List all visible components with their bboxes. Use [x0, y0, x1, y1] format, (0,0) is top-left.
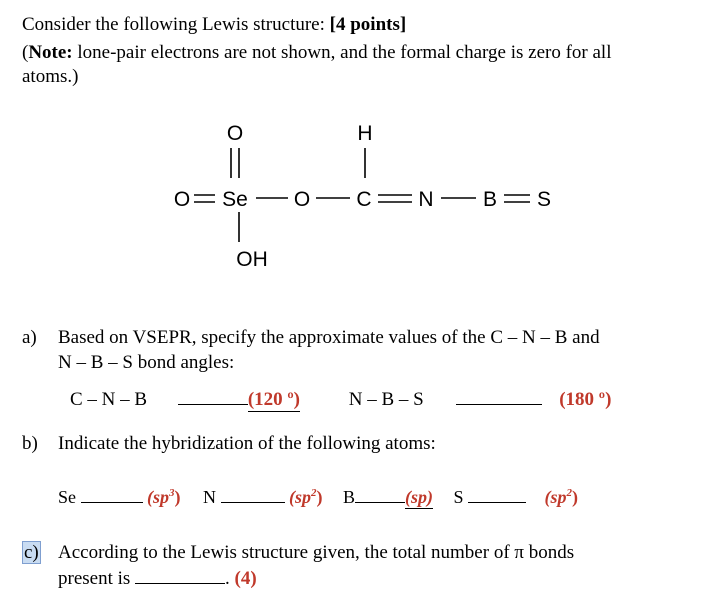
note-paren: ( [22, 42, 29, 63]
note-label: Note: [28, 42, 73, 63]
intro-text: Consider the following Lewis structure: [22, 14, 330, 35]
atom-s: S [536, 188, 552, 211]
n-answer-base: (sp [289, 487, 311, 507]
atom-o-top: O [226, 122, 244, 145]
part-a-question-end: N – B – S bond angles: [58, 352, 235, 373]
n-answer-end: ) [316, 487, 323, 507]
cnb-answer: (120 º) [247, 389, 301, 410]
part-c-question: According to the Lewis structure given, the total number of π bonds [58, 542, 575, 563]
se-answer-end: ) [174, 487, 181, 507]
atom-h: H [357, 122, 373, 145]
s-answer-base: (sp [544, 487, 567, 507]
part-c-line-2 [58, 567, 257, 590]
pi-bonds-answer: (4) [234, 568, 257, 589]
part-c-marker-wrap [22, 542, 58, 564]
part-c-line-1 [22, 542, 574, 564]
cnb-blank [178, 388, 248, 405]
part-a-question: Based on VSEPR, specify the approximate values of the C – N – B and [58, 327, 600, 348]
part-c-question-end: present is [58, 568, 131, 589]
cnb-label: C – N – B [70, 389, 148, 410]
part-a-marker: a) [22, 327, 37, 348]
n-label: N [203, 487, 216, 507]
cnb-answer-underlined [248, 389, 300, 412]
part-c-marker: c) [24, 542, 39, 563]
b-answer-underlined [405, 486, 433, 509]
s-label: S [453, 487, 464, 507]
pi-bonds-blank [135, 567, 225, 584]
atom-se: Se [222, 188, 248, 211]
lewis-structure [160, 118, 580, 278]
se-blank [81, 486, 143, 503]
atom-c: C [356, 188, 372, 211]
part-b-line [22, 433, 436, 455]
part-c-period: . [225, 568, 230, 589]
note-text: lone-pair electrons are not shown, and the formal charge is zero for all [72, 42, 612, 63]
atom-o-mid: O [293, 188, 311, 211]
b-blank [355, 486, 405, 503]
part-a-answers [70, 388, 611, 412]
s-blank [468, 486, 526, 503]
part-b-marker: b) [22, 433, 38, 454]
part-b-question: Indicate the hybridization of the following atoms: [58, 433, 436, 454]
note-text-end: atoms.) [22, 66, 79, 87]
part-a-line-1 [22, 327, 600, 349]
atom-n: N [418, 188, 434, 211]
part-a-line-2 [58, 352, 234, 374]
n-answer [289, 487, 323, 507]
se-answer [147, 487, 181, 507]
s-answer-sup: 2 [566, 487, 573, 499]
nbs-label: N – B – S [348, 389, 424, 410]
note-line-1 [22, 42, 611, 64]
n-blank [221, 486, 285, 503]
question-intro [22, 14, 406, 36]
atom-b: B [482, 188, 498, 211]
nbs-answer: (180 º) [559, 389, 612, 410]
note-line-2 [22, 66, 78, 88]
part-b-answers [58, 482, 578, 509]
points-label: [4 points] [329, 14, 407, 35]
se-label: Se [58, 487, 76, 507]
s-answer [545, 487, 579, 507]
b-answer: (sp) [405, 487, 434, 507]
se-answer-sup: 3 [169, 487, 175, 499]
atom-oh: OH [236, 248, 268, 271]
s-answer-end: ) [572, 487, 579, 507]
b-label: B [343, 487, 356, 507]
atom-o-left: O [173, 188, 191, 211]
nbs-blank [456, 388, 542, 405]
se-answer-base: (sp [147, 487, 169, 507]
n-answer-sup: 2 [311, 487, 317, 499]
